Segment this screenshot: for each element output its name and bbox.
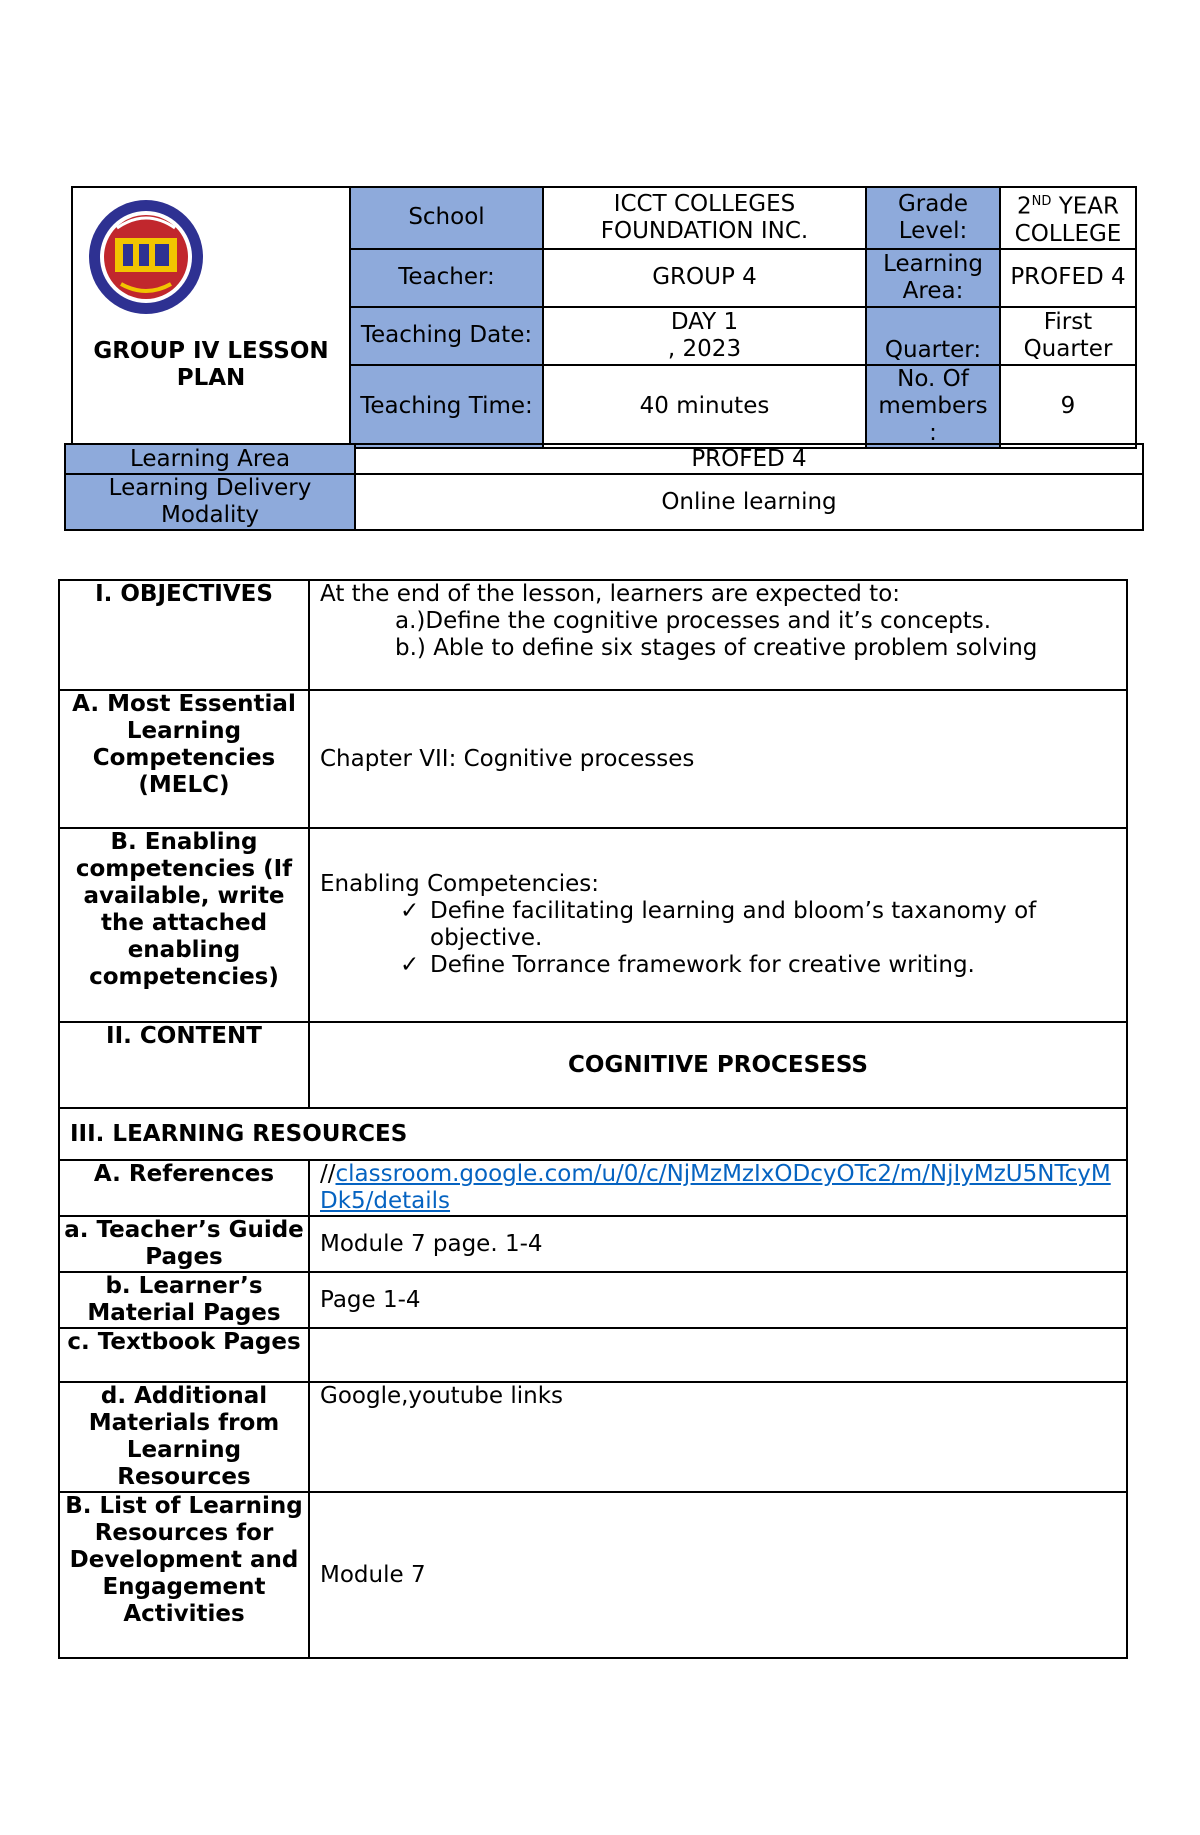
lesson-plan-title: GROUP IV LESSON PLAN: [93, 338, 329, 391]
school-logo: [87, 198, 205, 316]
modality-area-value: PROFED 4: [355, 444, 1143, 474]
learning-area-label: Learning Area:: [866, 249, 1000, 307]
additional-materials-value: Google,youtube links: [309, 1382, 1127, 1492]
grade-label: Grade Level:: [866, 187, 1000, 249]
quarter-value: First Quarter: [1000, 307, 1136, 365]
teaching-time-label: Teaching Time:: [350, 365, 543, 448]
learner-material-value: Page 1-4: [309, 1272, 1127, 1328]
learning-resources-heading: III. LEARNING RESOURCES: [59, 1108, 1127, 1160]
delivery-modality-value: Online learning: [355, 474, 1143, 530]
enabling-label: B. Enabling competencies (If available, write the attached enabling competencies): [59, 828, 309, 1022]
school-label: School: [350, 187, 543, 249]
melc-value: Chapter VII: Cognitive processes: [309, 690, 1127, 828]
objective-b: b.) Able to define six stages of creative problem solving: [395, 635, 1038, 661]
teacher-guide-label: a. Teacher’s Guide Pages: [59, 1216, 309, 1272]
objectives-intro: At the end of the lesson, learners are expected to:: [320, 581, 901, 607]
checkmark-icon: ✓: [400, 952, 420, 978]
teaching-time-value: 40 minutes: [543, 365, 866, 448]
additional-materials-label: d. Additional Materials from Learning Resources: [59, 1382, 309, 1492]
enabling-intro: Enabling Competencies:: [320, 871, 600, 897]
melc-label: A. Most Essential Learning Competencies (MELC): [59, 690, 309, 828]
lesson-main-table: [58, 579, 1128, 1659]
references-value: //classroom.google.com/u/0/c/NjMzMzIxODcyOTc2/m/NjIyMzU5NTcyMDk5/details: [309, 1160, 1127, 1216]
enabling-value: [309, 828, 1127, 1022]
delivery-modality-label: Learning Delivery Modality: [65, 474, 355, 530]
learner-material-label: b. Learner’s Material Pages: [59, 1272, 309, 1328]
quarter-label: Quarter:: [866, 307, 1000, 365]
teaching-date-label: Teaching Date:: [350, 307, 543, 365]
header-title-cell: [72, 187, 350, 448]
teaching-date-value: DAY 1 , 2023: [543, 307, 866, 365]
teacher-label: Teacher:: [350, 249, 543, 307]
header-table: [71, 186, 1137, 449]
learning-area-value: PROFED 4: [1000, 249, 1136, 307]
school-value: ICCT COLLEGES FOUNDATION INC.: [543, 187, 866, 249]
teacher-value: GROUP 4: [543, 249, 866, 307]
grade-value: 2ND YEAR COLLEGE: [1000, 187, 1136, 249]
enabling-item: ✓ Define facilitating learning and bloom’s taxanomy of objective.: [400, 898, 1037, 951]
textbook-label: c. Textbook Pages: [59, 1328, 309, 1382]
resource-list-value: Module 7: [309, 1492, 1127, 1658]
references-label: A. References: [59, 1160, 309, 1216]
content-label: II. CONTENT: [59, 1022, 309, 1108]
teacher-guide-value: Module 7 page. 1-4: [309, 1216, 1127, 1272]
textbook-value: [309, 1328, 1127, 1382]
objective-a: a.)Define the cognitive processes and it’s concepts.: [395, 608, 992, 634]
members-value: 9: [1000, 365, 1136, 448]
content-value: COGNITIVE PROCESESS: [309, 1022, 1127, 1108]
modality-area-label: Learning Area: [65, 444, 355, 474]
enabling-item: ✓ Define Torrance framework for creative writing.: [400, 952, 975, 978]
resource-list-label: B. List of Learning Resources for Development and Engagement Activities: [59, 1492, 309, 1658]
modality-table: [64, 443, 1144, 531]
references-link[interactable]: classroom.google.com/u/0/c/NjMzMzIxODcyOTc2/m/NjIyMzU5NTcyMDk5/details: [320, 1161, 1111, 1214]
objectives-value: [309, 580, 1127, 690]
objectives-label: I. OBJECTIVES: [59, 580, 309, 690]
checkmark-icon: ✓: [400, 898, 420, 924]
members-label: No. Of members :: [866, 365, 1000, 448]
